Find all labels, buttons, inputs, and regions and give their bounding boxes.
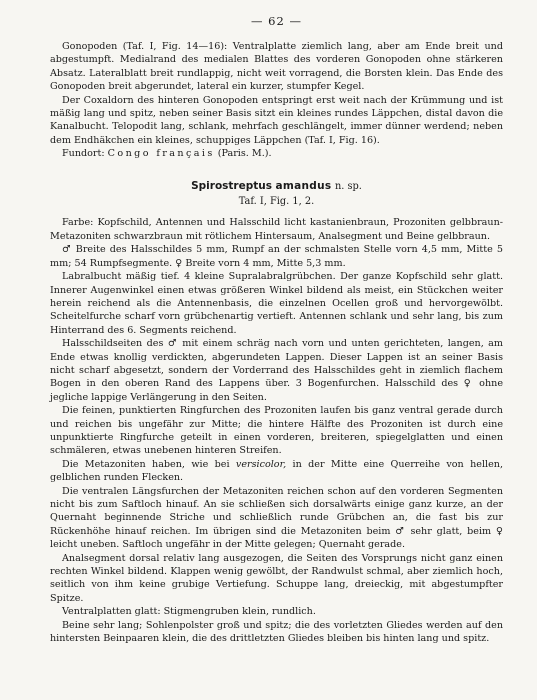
gonopoden-paragraph: Gonopoden (Taf. I, Fig. 14—16): Ventralplatte ziemlich lang, aber am Ende breit und abgestumpft. Medialrand des medialen Blattes des vorderen Gonopoden ohne stärkeren Absatz. Lateralblatt breit rundlappig, nicht weit vorragend, die Borsten klein. Das Ende des Gonopoden breit abgerundet, lateral ein kurzer, stumpfer Kegel. — [50, 41, 503, 93]
laengsfurchen-paragraph: Die ventralen Längsfurchen der Metazoniten reichen schon auf den vorderen Segmenten nicht bis zum Saftloch hinauf. An sie schließen sich dorsalwärts einige ganz kurze, an der Quernaht beginnende Striche und schließlich runde Grübchen an, die fast bis zur Rückenhöhe hinauf reichen. Im übrigen sind die Metazoniten beim ♂ sehr glatt, beim ♀ leicht uneben. Saftloch ungefähr in der Mitte gelegen; Quernaht gerade. — [50, 485, 503, 551]
fundort-label: Fundort: — [62, 148, 105, 160]
metazoniten-text-b: in der Mitte eine Querreihe von hellen, gelblichen runden Flecken. — [50, 458, 503, 484]
size-paragraph: ♂ Breite des Halsschildes 5 mm, Rumpf an der schmalsten Stelle vorn 4,5 mm, Mitte 5 mm; 54 Rumpfsegmente. ♀ Breite vorn 4 mm, Mitte 5,3 mm. — [50, 244, 503, 269]
species-suffix: n. sp. — [334, 180, 362, 192]
metazoniten-paragraph — [50, 458, 503, 485]
species-genus: Spirostreptus — [191, 179, 272, 192]
page-number: — 62 — — [251, 14, 302, 28]
fundort-place: Congo français — [107, 148, 215, 160]
analsegment-paragraph: Analsegment dorsal relativ lang ausgezogen, die Seiten des Vorsprungs nicht ganz einen rechten Winkel bildend. Klappen wenig gewölbt, der Randwulst schmal, aber ziemlich hoch, seitlich von ihm keine grubige Vertiefung. Schuppe lang, dreieckig, mit abgestumpfter Spitze. — [50, 552, 503, 604]
halsschild-paragraph: Halsschildseiten des ♂ mit einem schräg nach vorn und unten gerichteten, langen, am Ende etwas knollig verdickten, abgerundeten Lappen. Dieser Lappen ist an seiner Basis nicht scharf abgesetzt, sondern der Vorderrand des Halsschildes geht in ziemlich flachem Bogen in den oberen Rand des Lappens über. 3 Bogenfurchen. Halsschild des ♀ ohne jegliche lappige Verlängerung in den Seiten. — [50, 338, 503, 403]
ringfurchen-paragraph: Die feinen, punktierten Ringfurchen des Prozoniten laufen bis ganz ventral gerade durch und reichen bis ungefähr zur Mitte; die hintere Hälfte des Prozoniten ist durch eine unpunktierte Ringfurche geteilt in einen vorderen, breiteren, spiegelglatten und einen schmäleren, etwas unebenen hinteren Streifen. — [50, 405, 503, 457]
species-heading — [50, 179, 503, 193]
metazoniten-text-a: Die Metazoniten haben, wie bei — [62, 458, 230, 470]
plate-reference: Taf. I, Fig. 1, 2. — [238, 196, 315, 208]
labral-paragraph: Labralbucht mäßig tief. 4 kleine Supralabralgrübchen. Der ganze Kopfschild sehr glatt. Innerer Augenwinkel einen etwas größeren Winkel bildend als meist, ein Stückchen weiter herein reichend als die Antennenbasis, die einzelnen Ocellen groß und hervorgewölbt. Scheitelfurche scharf vorn grübchenartig vertieft. Antennen schlank und sehr lang, bis zum Hinterrand des 6. Segments reichend. — [50, 271, 503, 336]
ventralplatten-paragraph: Ventralplatten glatt: Stigmengruben klein, rundlich. — [62, 606, 316, 618]
fundort-museum: (Paris. M.). — [217, 148, 272, 160]
species-epithet: amandus — [275, 179, 332, 192]
metazoniten-italic-species: versicolor, — [235, 458, 287, 470]
fundort-paragraph — [50, 147, 503, 160]
farbe-paragraph: Farbe: Kopfschild, Antennen und Halsschild licht kastanienbraun, Prozoniten gelbbraun-Metazoniten schwarzbraun mit rötlichem Hintersaum, Analsegment und Beine gelbbraun. — [50, 217, 503, 242]
coxaldorn-paragraph: Der Coxaldorn des hinteren Gonopoden entspringt erst weit nach der Krümmung und ist mäßig lang und spitz, neben seiner Basis sitzt ein kleines rundes Läppchen, distal davon die Kanalbucht. Telopodit lang, schlank, mehrfach geschlängelt, immer dünner werdend; neben dem Endhäkchen ein kleines, schuppiges Läppchen (Taf. I, Fig. 16). — [50, 94, 503, 146]
beine-paragraph: Beine sehr lang; Sohlenpolster groß und spitz; die des vorletzten Gliedes werden auf den hintersten Beinpaaren klein, die des drittletzten Gliedes bleiben bis hinten lang und spitz. — [50, 619, 503, 645]
